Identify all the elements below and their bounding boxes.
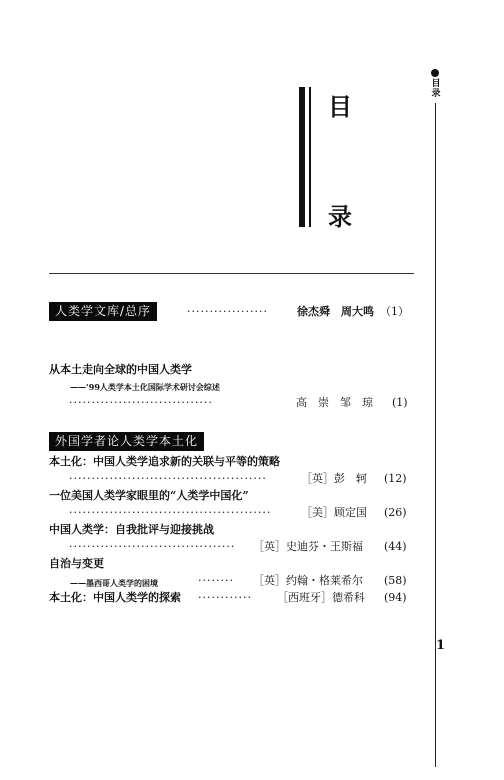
section-banner-foreign-scholars: 外国学者论人类学本土化 bbox=[49, 432, 204, 451]
title-divider bbox=[49, 273, 414, 274]
toc-page: (58) bbox=[384, 574, 407, 587]
toc-entry-title: 中国人类学：自我批评与迎接挑战 bbox=[49, 523, 214, 536]
toc-entry-title: 本土化：中国人类学的探索 bbox=[49, 591, 181, 604]
leader-dots: ································ bbox=[69, 396, 213, 409]
toc-author: 高 崇 邹 琼 bbox=[296, 396, 373, 409]
leader-dots: ········ bbox=[198, 574, 234, 587]
section-banner-preface: 人类学文库/总序 bbox=[49, 302, 157, 321]
side-rule bbox=[435, 103, 436, 767]
title-bar-thick bbox=[299, 87, 305, 227]
toc-author: ［英］彭 轲 bbox=[301, 472, 367, 485]
title-char-lu: 录 bbox=[328, 202, 352, 231]
toc-entry-subtitle: ——’99人类学本土化国际学术研讨会综述 bbox=[70, 382, 220, 392]
toc-entry-subtitle: ——墨西哥人类学的困境 bbox=[70, 578, 158, 588]
leader-dots: ····································· bbox=[69, 540, 236, 553]
toc-entry-title: 自治与变更 bbox=[49, 557, 104, 570]
side-bullet-icon bbox=[431, 69, 439, 77]
leader-dots: ············ bbox=[198, 591, 252, 604]
toc-author: ［英］约翰・格莱希尔 bbox=[253, 574, 363, 587]
toc-author: 徐杰舜 周大鸣 bbox=[297, 305, 374, 318]
toc-author: ［英］史迪芬・王斯福 bbox=[253, 540, 363, 553]
toc-author: ［西班牙］德希科 bbox=[277, 591, 365, 604]
toc-page: (44) bbox=[384, 540, 407, 553]
toc-page: (26) bbox=[384, 506, 407, 519]
toc-page: （1） bbox=[380, 305, 409, 318]
leader-dots: ·················· bbox=[187, 305, 268, 318]
title-char-mu: 目 bbox=[328, 92, 352, 121]
toc-entry-title: 从本土走向全球的中国人类学 bbox=[49, 363, 192, 376]
leader-dots: ············································ bbox=[69, 472, 267, 485]
leader-dots: ············································· bbox=[69, 506, 272, 519]
toc-page: (94) bbox=[384, 591, 407, 604]
title-bar-thin bbox=[309, 87, 311, 227]
toc-entry-title: 一位美国人类学家眼里的“人类学中国化” bbox=[49, 489, 249, 502]
toc-entry-title: 本土化：中国人类学追求新的关联与平等的策略 bbox=[49, 455, 280, 468]
page-number: 1 bbox=[436, 638, 446, 653]
toc-page: (1) bbox=[392, 396, 408, 409]
toc-author: ［美］顾定国 bbox=[301, 506, 367, 519]
toc-page: (12) bbox=[384, 472, 407, 485]
side-tab-label: 目录 bbox=[431, 79, 441, 99]
